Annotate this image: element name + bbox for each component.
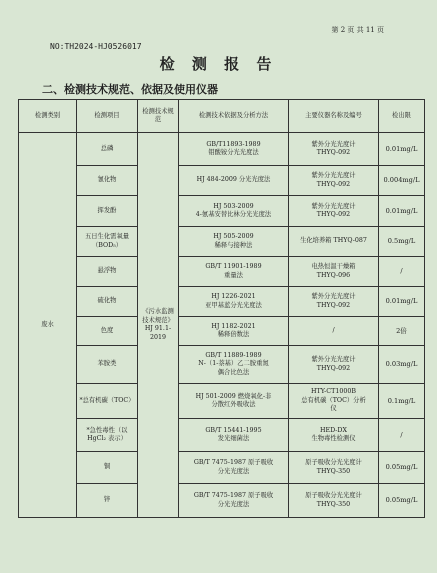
column-header: 检出限 [379,100,425,133]
limit-cell: 0.5mg/L [379,227,425,257]
limit-cell: 0.1mg/L [379,384,425,419]
column-header: 检测技术规范 [138,100,179,133]
limit-cell: 2倍 [379,317,425,346]
item-cell: 挥发酚 [77,196,138,227]
method-cell: GB/T 11901-1989 重量法 [179,257,289,287]
limit-cell: 0.01mg/L [379,133,425,166]
item-cell: *总有机碳（TOC） [77,384,138,419]
table-header-row [19,100,425,133]
method-cell: GB/T 11889-1989 N-（1-萘基）乙二胺重氮 偶合比色法 [179,346,289,384]
table-row [19,133,425,166]
method-cell: HJ 484-2009 分光光度法 [179,166,289,196]
section-heading: 二、检测技术规范、依据及使用仪器 [42,83,218,96]
column-header: 检测技术依据及分析方法 [179,100,289,133]
instrument-cell: 生化培养箱 THYQ-087 [289,227,379,257]
instrument-cell: 紫外分光光度计 THYQ-092 [289,166,379,196]
limit-cell: 0.05mg/L [379,484,425,518]
instrument-cell: HED-DX 生物毒性检测仪 [289,419,379,452]
report-number: NO:TH2024-HJ0526017 [50,42,142,51]
method-cell: GB/T11893-1989 钼酸铵分光光度法 [179,133,289,166]
instrument-cell: 原子吸收分光光度计 THYQ-350 [289,484,379,518]
column-header: 检测类别 [19,100,77,133]
table-row [19,384,425,419]
item-cell: *急性毒性（以HgCl₂ 表示） [77,419,138,452]
table-row [19,257,425,287]
table-row [19,287,425,317]
item-cell: 铜 [77,452,138,484]
item-cell: 悬浮物 [77,257,138,287]
method-cell: HJ 503-2009 4-氨基安替比林分光光度法 [179,196,289,227]
standard-cell: 《污水监测技术规范》HJ 91.1-2019 [138,133,179,518]
table-row [19,419,425,452]
page-number: 第 2 页 共 11 页 [331,26,384,34]
item-cell: 锌 [77,484,138,518]
method-cell: GB/T 7475-1987 原子吸收 分光光度法 [179,484,289,518]
column-header: 检测项目 [77,100,138,133]
instrument-cell: HTY-CT1000B 总有机碳（TOC）分析 仪 [289,384,379,419]
method-cell: GB/T 15441-1995 发光细菌法 [179,419,289,452]
column-header: 主要仪器名称及编号 [289,100,379,133]
item-cell: 五日生化需氧量（BOD₅） [77,227,138,257]
instrument-cell: 紫外分光光度计 THYQ-092 [289,133,379,166]
item-cell: 苯胺类 [77,346,138,384]
limit-cell: 0.01mg/L [379,196,425,227]
method-cell: HJ 1182-2021 稀释倍数法 [179,317,289,346]
instrument-cell: / [289,317,379,346]
category-cell: 废水 [19,133,77,518]
method-cell: HJ 501-2009 燃烧氧化-非 分散红外吸收法 [179,384,289,419]
detection-table [18,99,425,518]
table-row [19,452,425,484]
table-row [19,484,425,518]
item-cell: 氰化物 [77,166,138,196]
instrument-cell: 电热恒温干燥箱 THYQ-096 [289,257,379,287]
item-cell: 硫化物 [77,287,138,317]
instrument-cell: 紫外分光光度计 THYQ-092 [289,196,379,227]
method-cell: HJ 1226-2021 亚甲基蓝分光光度法 [179,287,289,317]
item-cell: 色度 [77,317,138,346]
table-row [19,317,425,346]
method-cell: GB/T 7475-1987 原子吸收 分光光度法 [179,452,289,484]
limit-cell: / [379,257,425,287]
limit-cell: 0.004mg/L [379,166,425,196]
report-title: 检 测 报 告 [159,55,278,73]
table-row [19,166,425,196]
instrument-cell: 原子吸收分光光度计 THYQ-350 [289,452,379,484]
limit-cell: 0.03mg/L [379,346,425,384]
table-row [19,346,425,384]
instrument-cell: 紫外分光光度计 THYQ-092 [289,346,379,384]
limit-cell: / [379,419,425,452]
table-row [19,227,425,257]
item-cell: 总磷 [77,133,138,166]
limit-cell: 0.05mg/L [379,452,425,484]
limit-cell: 0.01mg/L [379,287,425,317]
table-row [19,196,425,227]
instrument-cell: 紫外分光光度计 THYQ-092 [289,287,379,317]
method-cell: HJ 505-2009 稀释与接种法 [179,227,289,257]
